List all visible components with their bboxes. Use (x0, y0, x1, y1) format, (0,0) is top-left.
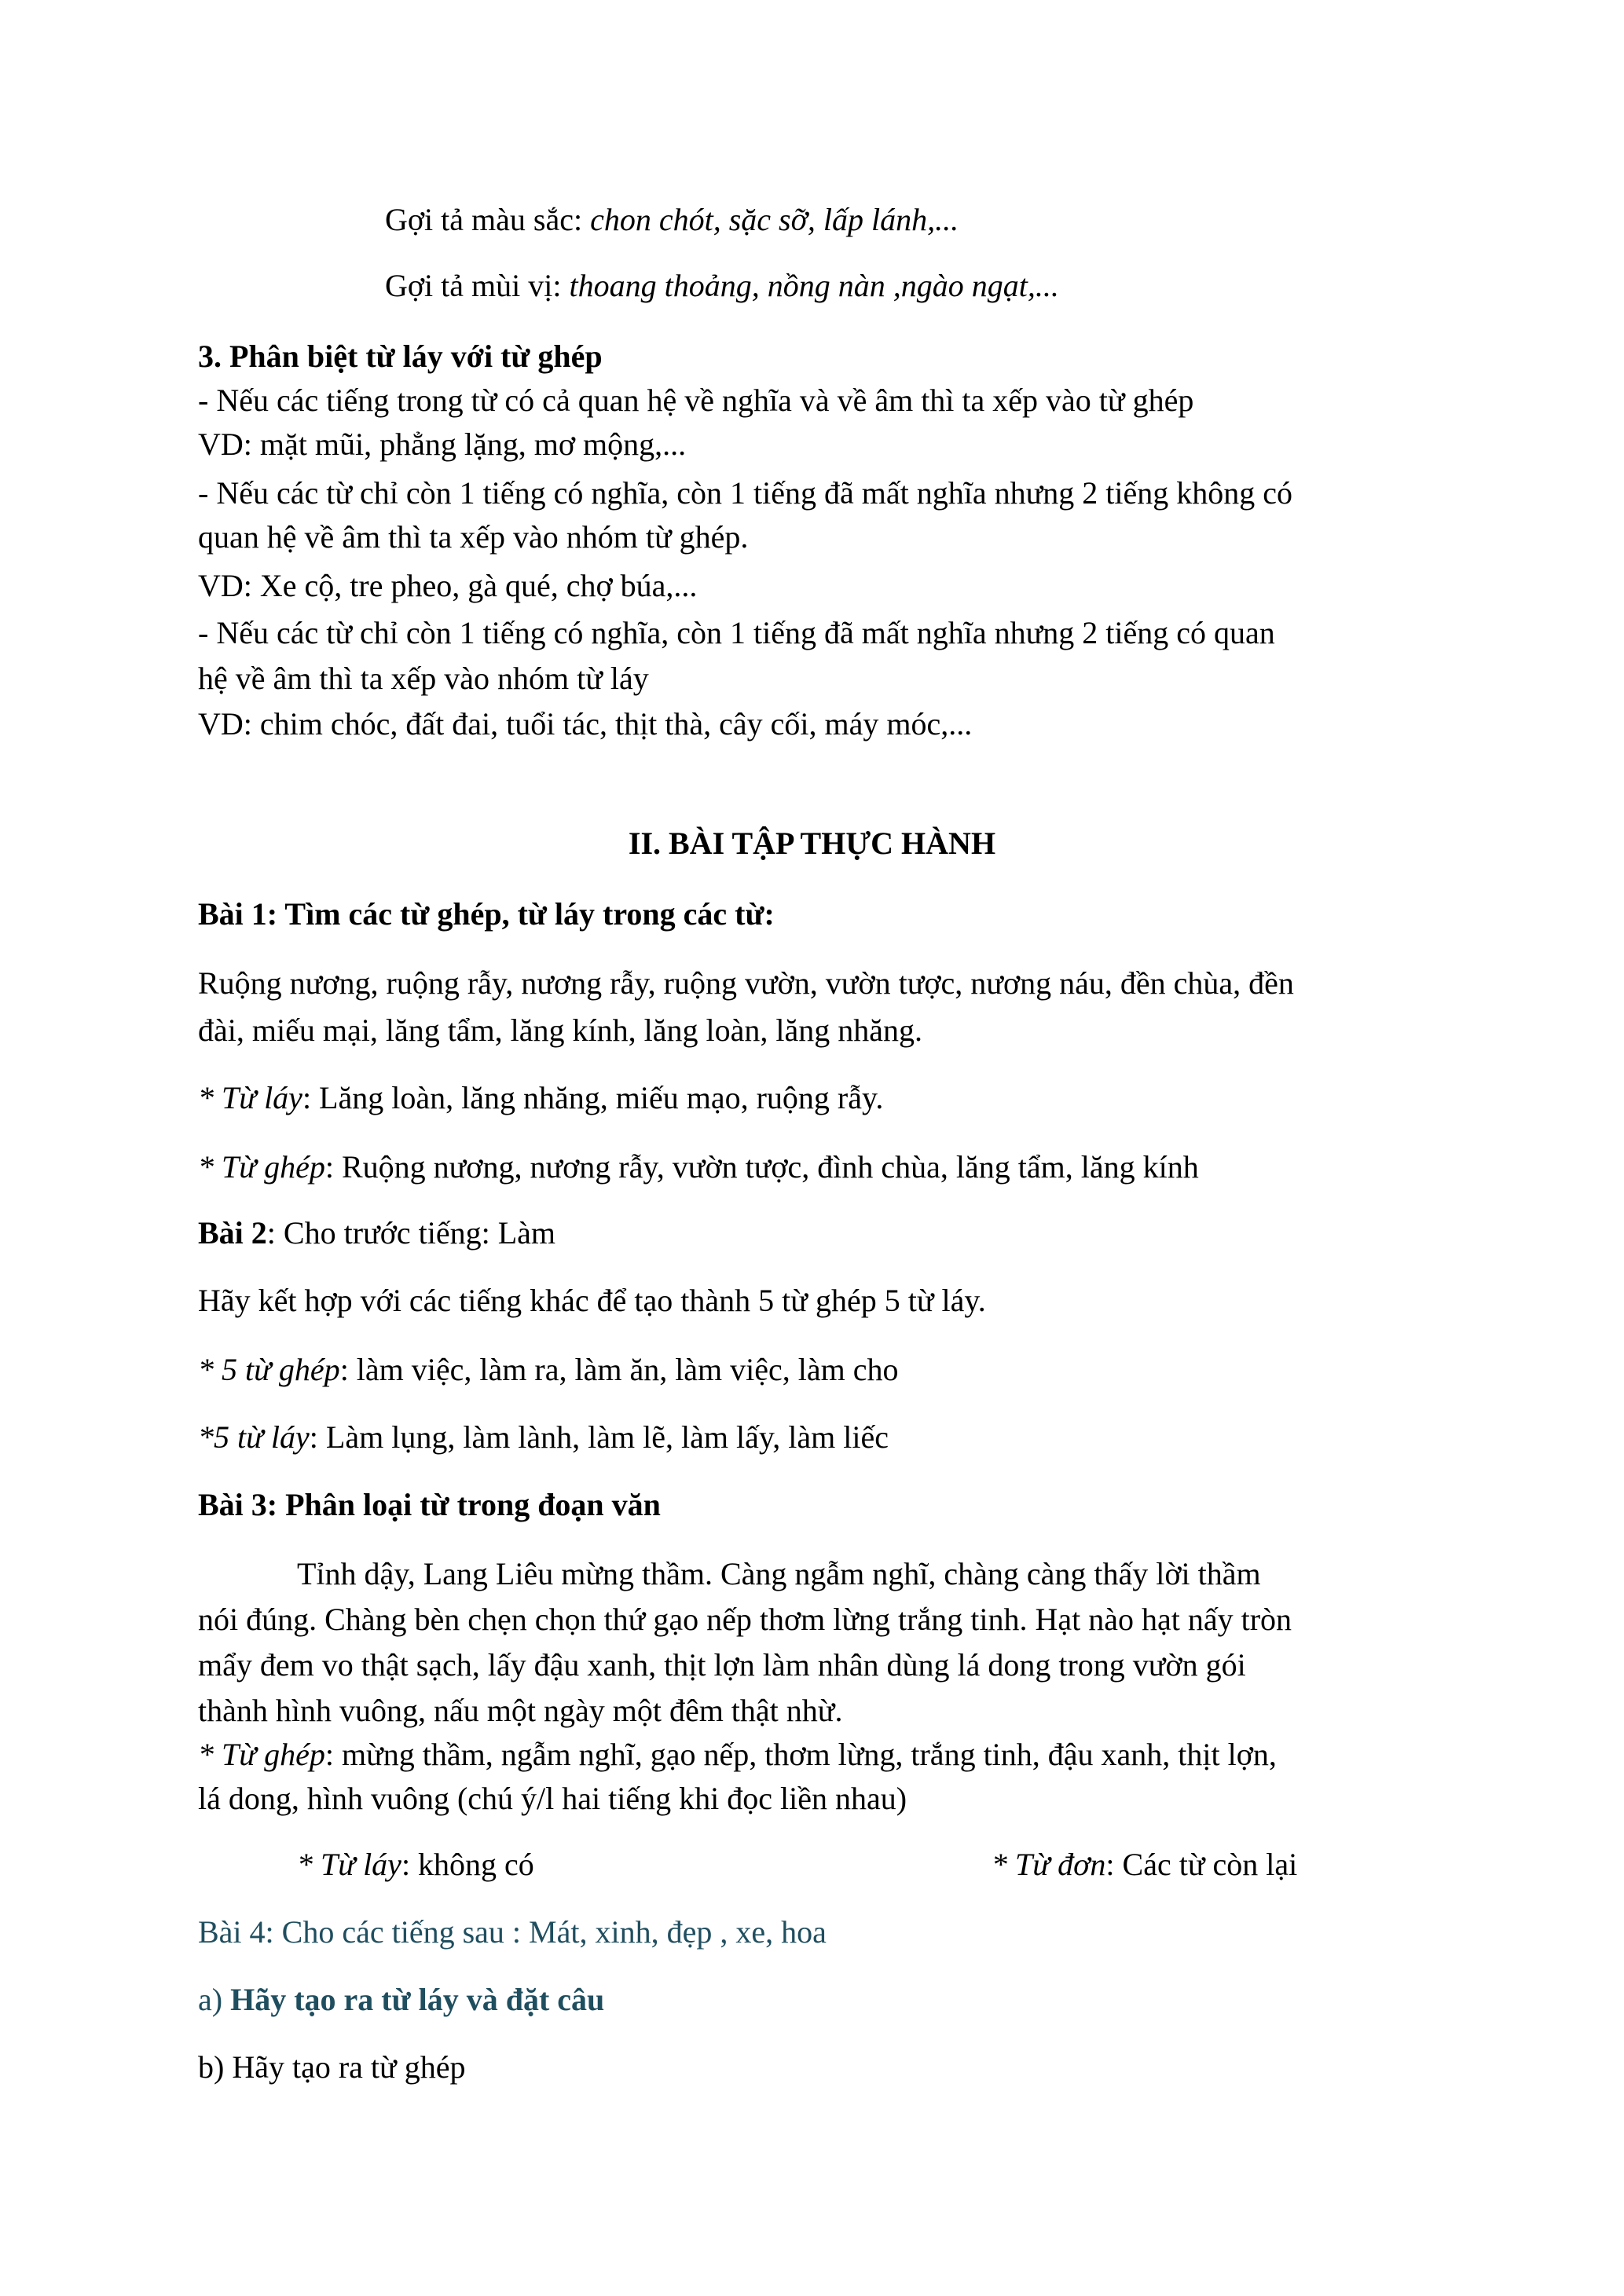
intro-line-color (385, 198, 959, 242)
section3-heading: 3. Phân biệt từ láy với từ ghép (198, 339, 603, 374)
part-a-text: Hãy tạo ra từ láy và đặt câu (230, 1982, 605, 2017)
label: *5 từ láy (198, 1419, 310, 1455)
bai1-tu-lay (198, 1076, 883, 1120)
label: * Từ ghép (198, 1149, 325, 1185)
value: : làm việc, làm ra, làm ăn, làm việc, làm cho (339, 1352, 899, 1387)
bai4-part-a (198, 1978, 604, 2022)
section3-line: - Nếu các từ chỉ còn 1 tiếng có nghĩa, còn 1 tiếng đã mất nghĩa nhưng 2 tiếng không có (198, 475, 1292, 511)
bai3-tu-ghep (198, 1733, 1277, 1777)
label: * Từ đơn (992, 1847, 1106, 1882)
section-title: II. BÀI TẬP THỰC HÀNH (628, 826, 996, 861)
bai1-tu-ghep (198, 1145, 1199, 1189)
bai2-tu-lay (198, 1415, 889, 1459)
bai3-heading: Bài 3: Phân loại từ trong đoạn văn (198, 1487, 661, 1522)
value: : mừng thầm, ngẫm nghĩ, gạo nếp, thơm lừng, trắng tinh, đậu xanh, thịt lợn, (324, 1737, 1277, 1772)
heading-rest-colon: : Cho trước tiếng: Làm (266, 1215, 556, 1251)
heading-prefix: Bài 2 (198, 1215, 267, 1251)
bai1-text-line: Ruộng nương, ruộng rẫy, nương rẫy, ruộng vườn, vườn tược, nương náu, đền chùa, đền (198, 965, 1294, 1001)
bai3-para-line: nói đúng. Chàng bèn chẹn chọn thứ gạo nếp thơm lừng trắng tinh. Hạt nào hạt nấy tròn (198, 1602, 1292, 1637)
bai3-tu-don (992, 1843, 1297, 1887)
label: * Từ láy (297, 1847, 401, 1882)
section3-line: quan hệ về âm thì ta xếp vào nhóm từ ghép. (198, 519, 749, 555)
intro-line-taste (385, 264, 1059, 308)
section3-line: VD: Xe cộ, tre pheo, gà qué, chợ búa,... (198, 568, 698, 603)
label: * Từ ghép (198, 1737, 325, 1772)
bai4-heading: Bài 4: Cho các tiếng sau : Mát, xinh, đẹp , xe, hoa (198, 1914, 827, 1950)
bai3-para-line: Tỉnh dậy, Lang Liêu mừng thầm. Càng ngẫm nghĩ, chàng càng thấy lời thầm (297, 1556, 1261, 1591)
bai2-instruction: Hãy kết hợp với các tiếng khác để tạo thành 5 từ ghép 5 từ láy. (198, 1283, 986, 1318)
section3-line: - Nếu các từ chỉ còn 1 tiếng có nghĩa, còn 1 tiếng đã mất nghĩa nhưng 2 tiếng có quan (198, 615, 1275, 650)
bai3-tu-ghep-cont: lá dong, hình vuông (chú ý/l hai tiếng khi đọc liền nhau) (198, 1781, 907, 1816)
bai1-text-line: đài, miếu mại, lăng tẩm, lăng kính, lăng loàn, lăng nhăng. (198, 1013, 923, 1048)
bai1-heading: Bài 1: Tìm các từ ghép, từ láy trong các từ: (198, 896, 775, 932)
value: : Ruộng nương, nương rẫy, vườn tược, đình chùa, lăng tẩm, lăng kính (324, 1149, 1199, 1185)
intro-examples: chon chót, sặc sỡ, lấp lánh,... (590, 202, 959, 237)
bai3-para-line: mẩy đem vo thật sạch, lấy đậu xanh, thịt lợn làm nhân dùng lá dong trong vườn gói (198, 1647, 1246, 1683)
bai2-tu-ghep (198, 1348, 899, 1392)
section3-line: VD: chim chóc, đất đai, tuổi tác, thịt thà, cây cối, máy móc,... (198, 706, 973, 742)
intro-examples: thoang thoảng, nồng nàn ,ngào ngạt,... (569, 268, 1059, 303)
value: : Lăng loàn, lăng nhăng, miếu mạo, ruộng rẫy. (302, 1080, 884, 1115)
section3-line: hệ về âm thì ta xếp vào nhóm từ láy (198, 661, 649, 696)
intro-label: Gợi tả mùi vị: (385, 268, 570, 303)
value: : Làm lụng, làm lành, làm lẽ, làm lấy, làm liếc (309, 1419, 889, 1455)
bai3-para-line: thành hình vuông, nấu một ngày một đêm thật nhừ. (198, 1693, 843, 1728)
section3-line: - Nếu các tiếng trong từ có cả quan hệ về nghĩa và về âm thì ta xếp vào từ ghép (198, 383, 1194, 418)
label: * 5 từ ghép (198, 1352, 340, 1387)
bai4-part-b: b) Hãy tạo ra từ ghép (198, 2049, 466, 2085)
part-a-prefix: a) (198, 1982, 231, 2017)
value: : không có (401, 1847, 534, 1882)
section3-line: VD: mặt mũi, phẳng lặng, mơ mộng,... (198, 427, 687, 462)
value: : Các từ còn lại (1105, 1847, 1298, 1882)
intro-label: Gợi tả màu sắc: (385, 202, 591, 237)
bai3-tu-lay (297, 1843, 534, 1887)
label: * Từ láy (198, 1080, 302, 1115)
bai2-heading (198, 1211, 555, 1255)
